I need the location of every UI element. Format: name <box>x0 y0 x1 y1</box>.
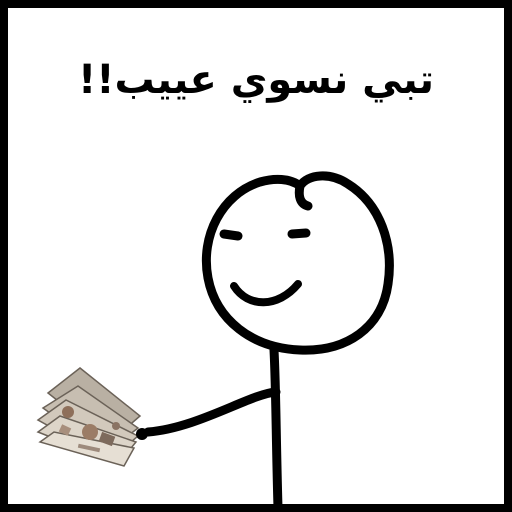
stick-figure-head <box>206 176 389 350</box>
stick-figure-body <box>274 350 278 504</box>
stick-figure-arm <box>148 392 276 432</box>
stick-figure-right-eye <box>292 233 306 234</box>
stick-figure-hand <box>136 428 148 440</box>
meme-caption: تبي نسوي عييب!! <box>78 57 434 103</box>
stick-figure-illustration <box>8 8 504 504</box>
stick-figure-smile <box>234 284 298 302</box>
money-bills <box>38 368 140 466</box>
meme-frame <box>8 8 504 504</box>
stick-figure-left-eye <box>224 234 238 236</box>
